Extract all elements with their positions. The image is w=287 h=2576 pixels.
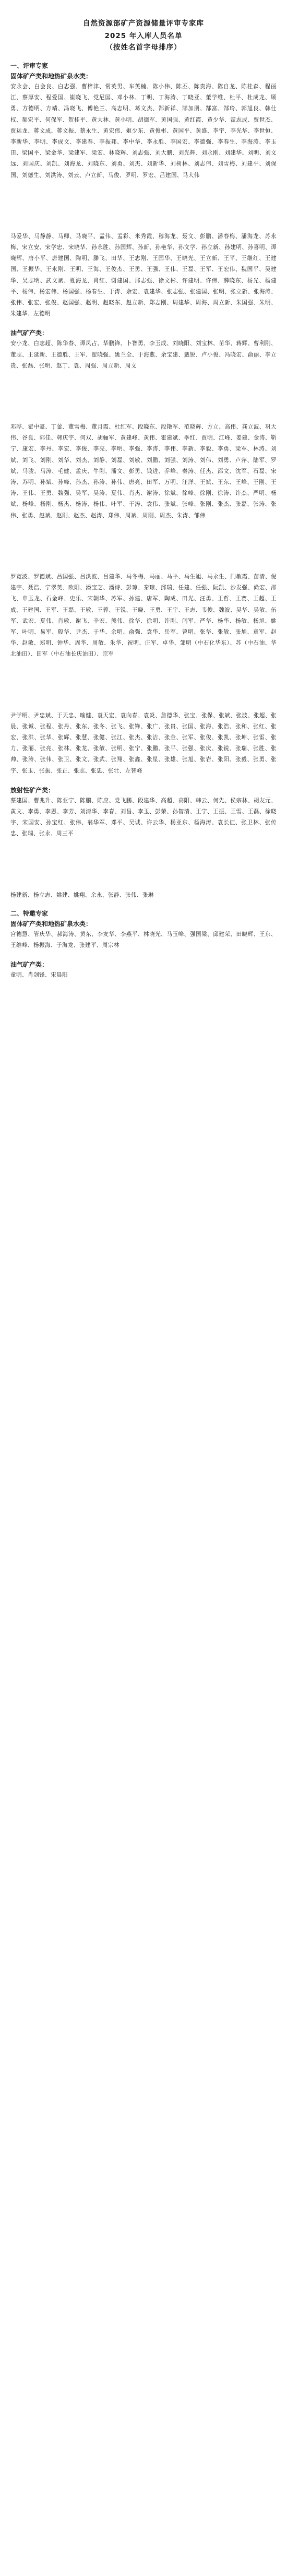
- category-heading-solid: 固体矿产类和地热矿泉水类：: [10, 920, 92, 928]
- page-gap: [10, 660, 277, 710]
- section-heading-reviewers: 一、评审专家: [10, 62, 49, 69]
- category-heading-radioactive: 放射性矿产类：: [10, 786, 55, 794]
- page-gap: [10, 777, 277, 785]
- name-list-paragraph: 安永会、白会良、白志强、曹梓津、常英男、车英楠、陈小伟、陈丕、陈贵海、陈自龙、陈桂森、程丽江、蔡厚安、程爱国、崔晓飞、党尼国、邓小林、丁明、丁海涛、丁晓亚、董学维、杜平、杜成龙、顾勇、方德明、方靖、冯晓飞、傅艳兰、高志明、葛文杰、郜新祥、郜加朋、郜富、郜玲、郭旭良、韩仕权、郝宏平、何保军、贺桂平、黄大林、黄小明、胡德军、黄国强、黄红霞、黄少华、霍志成、贾世杰、贾运龙、蒋文成、蒋文振、蔡永生、黄宏伟、姬少东、黄俊彬、黄国平、黄盛、李宇、李光华、李世恒、李新华、李明、李成文、李建春、李振邦、李中华、李永胜、李国宏、李德强、李春生、李海涛、李玉田、梁国平、梁金华、梁建军、梁宏、林晓辉、刘志强、刘大鹏、刘光辉、刘永刚、刘建华、刘明、刘文远、刘国庆、刘凯、刘海龙、刘晓东、刘勇、刘杰、刘新华、刘树林、刘志伟、刘雪梅、刘建平、刘保国、刘德生、刘洪涛、刘云、卢立新、马俊、罗明、罗宏、吕建国、马大伟: [10, 84, 277, 179]
- document-page: [0, 0, 287, 1002]
- category-heading-oilgas: 油气矿产类：: [10, 961, 49, 969]
- name-list-paragraph: 童明、肖剑锋、宋晨阳: [10, 972, 68, 979]
- category-heading-oilgas: 油气矿产类：: [10, 329, 49, 337]
- name-list-paragraph: 宫德慧、管庆华、郝海涛、黄东、李友华、李燕平、林晓光、马玉峰、强国梁、邱建荣、田晓辉、王东、王维峰、杨振海、于海龙、张建平、周宗林: [10, 931, 277, 948]
- page-gap: [10, 521, 277, 572]
- page-gap: [10, 951, 277, 959]
- document-title-line1: 自然资源部矿产资源储量评审专家库: [83, 19, 204, 28]
- name-list-paragraph: 罗宽波、罗德斌、吕国强、吕洪波、吕建华、马冬梅、马丽、马平、马生旭、马永生、门敏霞、苗清、倪建宇、聂浩、宁翠英、欧阳、潘宝芝、潘诗、彭琼、秦琼、邱瑞、任建、任强、阮凯、沙发强、尚宏、邵飞、申玉龙、石金峰、史乐、宋朝华、苏军、孙建、唐军、陶成、田光、汪勇、王哲、王赛、王超、王成、王建国、王军、王磊、王敏、王蓉、王锐、王晓、王勇、王宇、王志、韦俊、魏波、吴华、吴敏、伍军、武宏、夏伟、肖敏、谢飞、辛宏、熊伟、徐华、徐明、许刚、闫军、严华、杨华、杨敏、杨旭、姚军、叶明、易军、殷华、尹杰、于华、余明、俞强、袁华、岳军、曾明、张华、张敏、张旭、章军、赵华、赵敏、郑明、钟华、周华、周敏、朱华、祝明、庄军、卓华、邹明（中石化华东）、苏（中石油、华北油田）、田军（中石油长庆油田）、宗军: [10, 573, 277, 658]
- page-gap: [10, 319, 277, 328]
- document-title-line3: （按姓名首字母排序）: [105, 43, 182, 52]
- name-list-paragraph: 尹学明、尹忠斌、于天忠、喻健、袁天宏、袁向春、袁炎、詹德华、张宝、张保、张斌、张波、张超、张晨、张诚、张程、张丹、张东、张冬、张飞、张锋、张广、张贵、张国、张海、张浩、张和、张红、张宏、张洪、张华、张辉、张慧、张健、张江、张杰、张洁、张金、张军、张俊、张凯、张坤、张雷、张力、张丽、张亮、张林、张龙、张敏、张明、张宁、张鹏、张平、张强、张庆、张锐、张瑞、张胜、张帅、张涛、张伟、张卫、张文、张武、张翔、张鑫、张星、张雄、张旭、张岩、张阳、张毅、张勇、张宇、张玉、张振、张正、张志、张忠、张壮、左智峰: [10, 712, 277, 774]
- name-list-paragraph: 邓晔、翟中豪、丁蕾、董雪梅、董月霞、杜红军、段晓东、段艳军、范晓辉、方立、高伟、龚立波、巩大伟、谷良、郭佳、韩庆宇、何双、胡骊军、黄建峰、黄伟、霍建斌、季红、贾明、江峰、姜建、金涛、靳宁、康宏、李丹、李宏、李俊、李亮、李明、李强、李涛、李伟、李新、李毅、李勇、梁军、林涛、刘斌、刘飞、刘刚、刘华、刘杰、刘静、刘磊、刘敏、刘鹏、刘强、刘涛、刘伟、刘勇、卢萍、陆军、罗斌、马骏、马涛、毛健、孟庆、牛刚、潘文、彭勇、钱进、乔峰、秦涛、任杰、邵文、沈军、石磊、宋涛、苏明、孙斌、孙峰、孙杰、孙涛、孙伟、唐亮、田军、万明、汪洋、王斌、王东、王峰、王刚、王涛、王伟、王勇、魏强、吴军、吴涛、夏伟、肖杰、谢涛、徐斌、徐峰、徐刚、徐涛、许杰、严明、杨斌、杨峰、杨刚、杨杰、杨涛、杨伟、叶军、于涛、袁伟、张斌、张峰、张刚、张杰、张磊、张涛、张伟、张勇、赵斌、赵刚、赵杰、赵涛、郑伟、周斌、周刚、周杰、朱涛、邹伟: [10, 424, 277, 519]
- category-heading-solid: 固体矿产类和地热矿泉水类：: [10, 73, 92, 80]
- page-gap: [10, 840, 277, 890]
- document-title-line2: 2025 年入库人员名单: [104, 32, 183, 40]
- name-list-paragraph: 安小龙、白志超、陈华春、谭凤占、华鹏锋、卜智勇、李玉成、刘晓阳、刘宝林、苗华、蒋辉、曹利刚、董志、王延新、王德胜、王军、翟晓强、姚兰全、于海燕、余宝建、戴锐、卢小俊、冯晓宏、俞丽、李立贵、张磊、张明、赵丁、袁、周强、周立新、周文: [10, 340, 277, 369]
- page-gap: [10, 372, 277, 422]
- page-gap: [10, 181, 277, 231]
- name-list-paragraph: 杨建新、杨立志、姚建、姚翔、余永、张静、张伟、张琳: [10, 892, 154, 898]
- name-list-paragraph: 蔡建国、曹兆升、陈亚宁、陈鹏、陈应、党飞鹏、段建华、高超、高阳、韩云、何先、侯宗林、胡友元、黄文、李勇、李恩、李芳、刘清华、李春、刘昌、李玉、彭荣、孙智清、王宁、王振、王雪、王磊、徐晓宇、宋国安、孙宝红、张伟、翁华军、邓平、吴诚、许云华、杨亚东、杨海涛、袁长征、张卫林、张传忠、张瑞、张永、周三平: [10, 797, 277, 837]
- section-heading-invited: 二、特邀专家: [10, 909, 49, 917]
- name-list-paragraph: 马爱华、马静静、马卿、马晓平、孟伟、孟彩、米秀霞、穆海龙、聂文、彭鹏、潘春梅、潘海龙、苏永梅、宋立安、宋学忠、宋晓华、孙永胜、孙国辉、孙新、孙艳华、孙文学、孙立新、孙建明、孙喜明、谭晓辉、唐小平、唐建国、陶明、滕飞、田华、王志刚、王国华、王晓光、王立新、王平、王继红、王建国、王振华、王永刚、王明、王海、王俊杰、王勇、王强、王伟、王磊、王军、王宏伟、魏国平、吴建华、吴志明、武文斌、夏海龙、肖红、谢建国、邢志强、徐文彬、许建明、许伟、薛晓东、杨光、杨建平、杨伟、杨宏伟、杨国强、杨春生、于涛、余宏、袁建华、张志强、张建国、张明、张立新、张海涛、张伟、张宏、张俊、赵国强、赵明、赵晓东、赵立新、郑志刚、周建华、周海、周立新、朱国强、朱明、朱建华、左德明: [10, 233, 277, 317]
